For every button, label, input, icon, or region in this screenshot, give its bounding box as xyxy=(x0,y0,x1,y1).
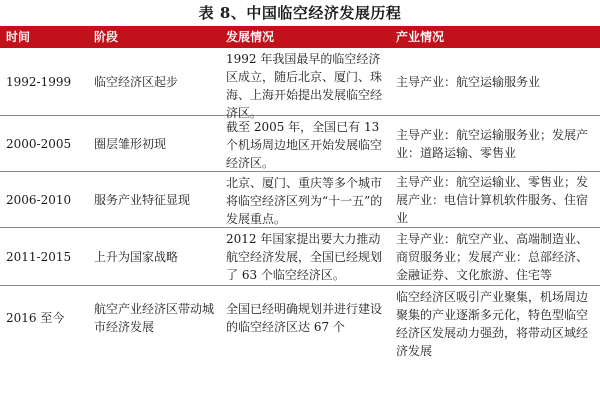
table-row xyxy=(0,48,600,120)
cell-development: 1992 年我国最早的临空经济区成立，随后北京、厦门、珠海、上海开始提出发展临空经济区。 xyxy=(226,52,383,120)
cell-stage: 航空产业经济区带动城市经济发展 xyxy=(94,302,215,334)
header-industry: 产业情况 xyxy=(396,30,445,44)
cell-time: 2011-2015 xyxy=(6,249,72,264)
table-caption: 表 8、中国临空经济发展历程 xyxy=(198,4,402,22)
cell-industry: 主导产业：航空产业、高端制造业、商贸服务业；发展产业：总部经济、金融证券、文化旅游、住宅等 xyxy=(396,231,589,282)
cell-development: 全国已经明确规划并进行建设的临空经济区达 67 个 xyxy=(226,302,383,334)
table-row xyxy=(0,286,600,358)
table-header-row xyxy=(0,26,600,48)
table-row xyxy=(0,228,600,286)
cell-time: 1992-1999 xyxy=(6,74,72,89)
cell-industry: 主导产业：航空运输服务业；发展产业：道路运输、零售业 xyxy=(396,127,589,160)
cell-development: 北京、厦门、重庆等多个城市将临空经济区列为“十一五”的发展重点。 xyxy=(226,176,383,226)
cell-time: 2006-2010 xyxy=(6,192,72,207)
cell-industry: 主导产业：航空运输服务业 xyxy=(396,74,541,89)
cell-development: 2012 年国家提出要大力推动航空经济发展，全国已经规划了 63 个临空经济区。 xyxy=(226,232,383,282)
header-stage: 阶段 xyxy=(94,30,119,44)
cell-stage: 圈层雏形初现 xyxy=(94,136,167,151)
development-table xyxy=(0,26,600,358)
cell-development: 截至 2005 年，全国已有 13 个机场周边地区开始发展临空经济区。 xyxy=(226,120,383,170)
table-row xyxy=(0,116,600,172)
header-development: 发展情况 xyxy=(226,30,275,44)
cell-stage: 服务产业特征显现 xyxy=(94,192,191,207)
cell-stage: 上升为国家战略 xyxy=(94,249,179,264)
header-time: 时间 xyxy=(6,30,31,44)
cell-stage: 临空经济区起步 xyxy=(94,74,179,89)
table-row xyxy=(0,172,600,228)
cell-industry: 主导产业：航空运输业、零售业；发展产业：电信计算机软件服务、住宿业 xyxy=(396,174,589,225)
cell-time: 2000-2005 xyxy=(6,136,72,151)
cell-time: 2016 至今 xyxy=(6,311,65,325)
cell-industry: 临空经济区吸引产业聚集，机场周边聚集的产业逐渐多元化，特色型临空经济区发展动力强劲，将带动区域经济发展 xyxy=(396,290,589,358)
